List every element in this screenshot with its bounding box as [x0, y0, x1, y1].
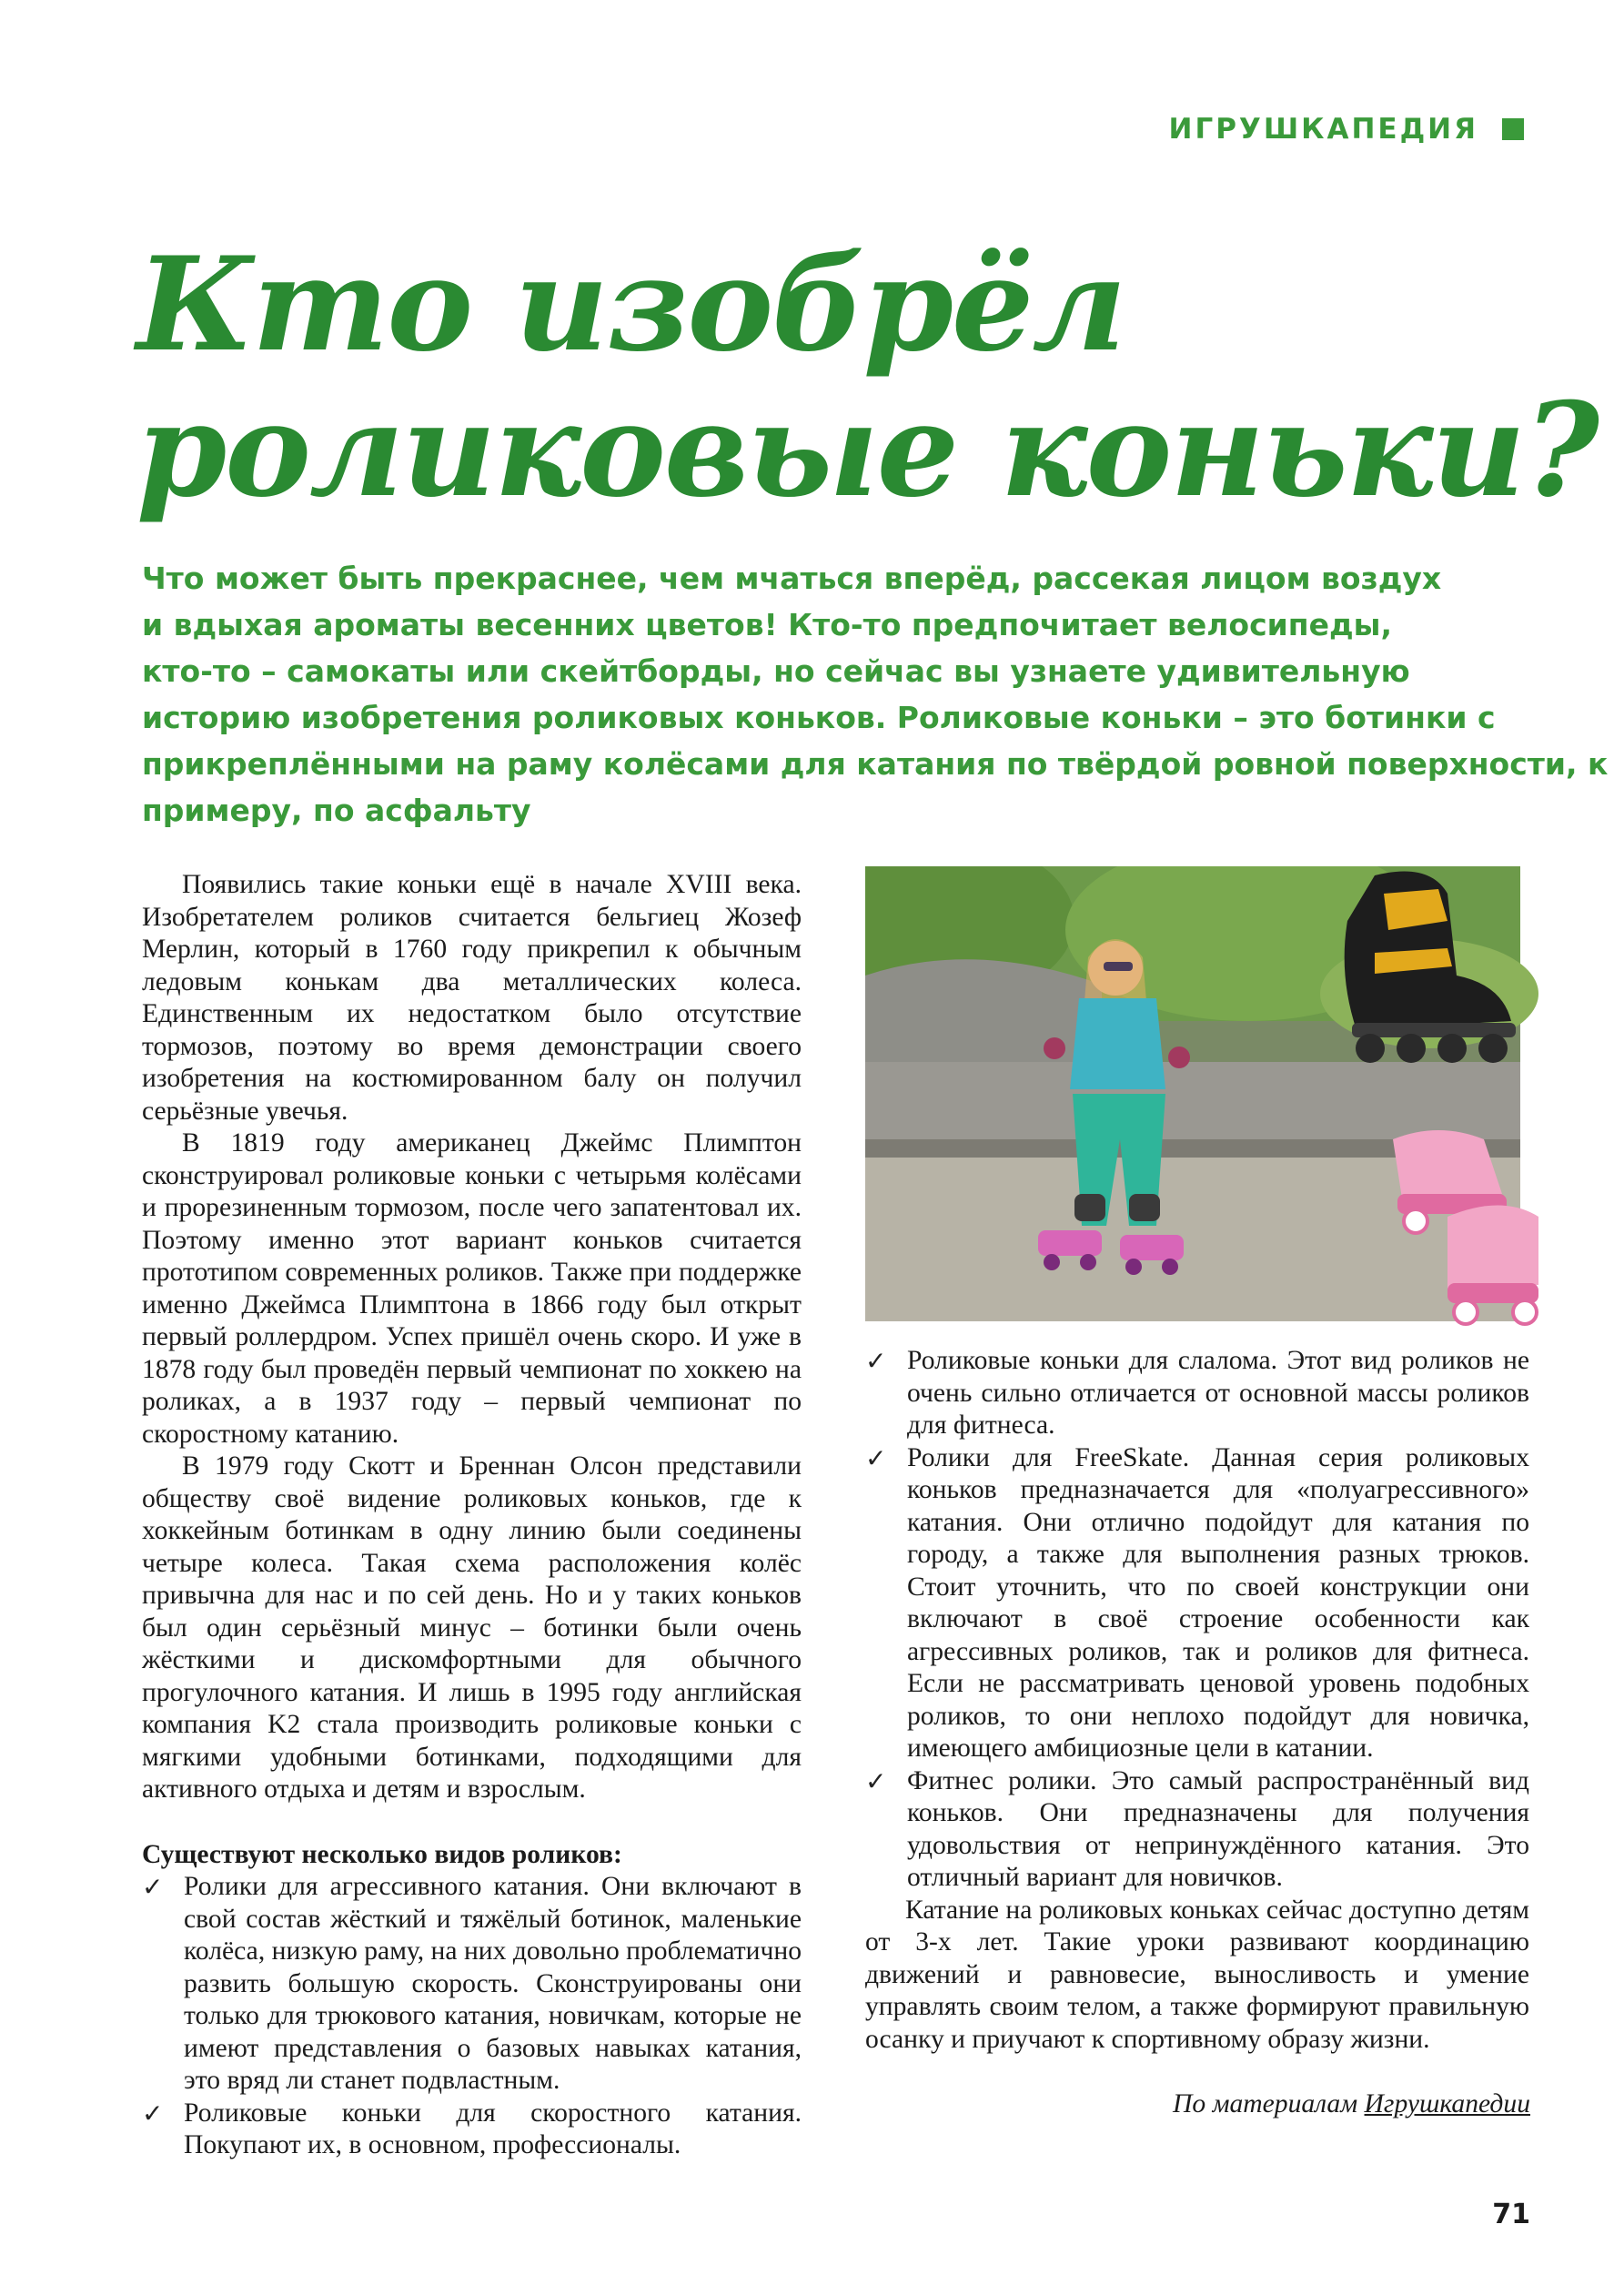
kid-skate: [1120, 1235, 1184, 1260]
skate-wheel: [1162, 1259, 1178, 1275]
source-signature: [1173, 2089, 1530, 2119]
skate-wheel: [1125, 1259, 1142, 1275]
pink-skate-wheel: [1454, 1300, 1478, 1324]
body-paragraph: В 1979 году Скотт и Бреннан Олсон представили обществу своё видение роликовых коньков, где к хоккейным ботинкам в одну линию были соединены четыре колеса. Такая схема расположения колёс привычна для нас и по сей день. Но и у таких коньков был один серьёзный минус – ботинки были очень жёсткими и дискомфортными для обычного прогулочного катания. И лишь в 1995 году английская компания K2 стала производить роликовые коньки с мягкими удобными ботинками, подходящими для активного отдыха и детям и взрослым.: [142, 1451, 802, 1804]
elbow-pad: [1168, 1046, 1190, 1068]
list-item: [142, 1871, 802, 2098]
title-line: Кто изобрёл: [136, 229, 1125, 380]
knee-pad: [1129, 1194, 1160, 1221]
list-item: [865, 1442, 1529, 1765]
inline-skate-wheel: [1437, 1034, 1467, 1063]
section-rubric: [1169, 113, 1525, 146]
inline-skate-wheel: [1478, 1034, 1508, 1063]
lead-line: и вдыхая ароматы весенних цветов! Кто-то предпочитает велосипеды,: [142, 607, 1392, 642]
rubric-label: ИГРУШКАПЕДИЯ: [1168, 113, 1478, 146]
girl-jacket: [1070, 998, 1165, 1089]
body-paragraph: В 1819 году американец Джеймс Плимптон сконструировал роликовые коньки с четырьмя колёсами и прорезиненным тормозом, после чего запатентовал их. Поэтому именно этот вариант коньков считается прототипом современных роликов. Также при поддержке именно Джеймса Плимптона в 1866 году был открыт первый роллердром. Успех пришёл очень скоро. И уже в 1878 году был проведён первый чемпионат по хоккею на роликах, а в 1937 году – первый чемпионат по скоростному катанию.: [142, 1128, 802, 1449]
page-number: 71: [1492, 2199, 1530, 2230]
page-title: [136, 229, 1599, 526]
photo-illustration: [865, 866, 1538, 1330]
closing-paragraph: Катание на роликовых коньках сейчас доступно детям от 3-х лет. Такие уроки развивают координацию движений и равновесие, выносливость и умение управлять своим телом, а также формируют правильную осанку и приучают к спортивному образу жизни.: [865, 1895, 1529, 2054]
types-heading: Существуют несколько видов роликов:: [142, 1839, 622, 1869]
list-item-text: Роликовые коньки для скоростного катания. Покупают их, в основном, профессионалы.: [184, 2098, 802, 2159]
pink-skate-boot: [1447, 1206, 1538, 1290]
lead-line: Что может быть прекраснее, чем мчаться вперёд, рассекая лицом воздух: [142, 561, 1442, 596]
skate-wheel: [1080, 1254, 1096, 1270]
rubric-square-icon: [1502, 118, 1524, 140]
list-item-text: Ролики для FreeSkate. Данная серия роликовых коньков предназначается для «полуагрессивного» катания. Они отлично подойдут для катания по городу, а также для выполнения разных трюков. Стоит уточнить, что по своей конструкции они включают в своё строение особенности как агрессивных роликов, так и роликов для фитнеса. Если не рассматривать ценовой уровень подобных роликов, то они неплохо подойдут для новичка, имеющего амбициозные цели в катании.: [907, 1442, 1529, 1763]
stone-fountain: [865, 959, 1102, 1067]
lead-line: примеру, по асфальту: [142, 793, 531, 828]
title-line: роликовые коньки?: [136, 375, 1599, 526]
lead-line: историю изобретения роликовых коньков. Роликовые коньки – это ботинки с: [142, 700, 1496, 735]
list-item-text: Ролики для агрессивного катания. Они включают в свой состав жёсткий и тяжёлый ботинок, маленькие колёса, низкую раму, на них довольно проблематично развить большую скорость. Сконструированы они только для трюкового катания, новичкам, которые не имеют представления о базовых навыках катания, это вряд ли станет подвластным.: [184, 1872, 802, 2095]
checkmark-icon: ✓: [142, 1872, 164, 1902]
signature-prefix: По материалам: [1173, 2089, 1358, 2118]
knee-pad: [1074, 1194, 1105, 1221]
list-item-text: Роликовые коньки для слалома. Этот вид роликов не очень сильно отличается от основной массы роликов для фитнеса.: [907, 1346, 1529, 1440]
body-paragraph: Появились такие коньки ещё в начале XVIII века. Изобретателем роликов считается бельгиец Жозеф Мерлин, который в 1760 году прикрепил к обычным ледовым конькам два металлических колеса. Единственным их недостатком было отсутствие тормозов, поэтому во время демонстрации своего изобретения на костюмированном балу он получил серьёзные увечья.: [142, 870, 802, 1126]
left-column: [142, 869, 802, 2162]
pink-skate-wheel: [1404, 1209, 1427, 1233]
checkmark-icon: ✓: [865, 1346, 887, 1376]
list-item-text: Фитнес ролики. Это самый распространённый вид коньков. Они предназначены для получения удовольствия от непринуждённого катания. Это отличный вариант для новичков.: [907, 1765, 1529, 1892]
skate-wheel: [1044, 1254, 1060, 1270]
lead-paragraph: [142, 555, 1609, 834]
elbow-pad: [1044, 1037, 1065, 1059]
inline-skate-wheel: [1397, 1034, 1426, 1063]
checkmark-icon: ✓: [142, 2098, 164, 2128]
lead-line: прикреплёнными на раму колёсами для катания по твёрдой ровной поверхности, к: [142, 746, 1609, 782]
roller-skates-photo: [865, 866, 1538, 1330]
sunglasses: [1104, 962, 1133, 971]
kid-skate: [1038, 1230, 1102, 1256]
checkmark-icon: ✓: [865, 1765, 887, 1796]
pink-skate-wheel: [1513, 1300, 1537, 1324]
lead-line: кто-то – самокаты или скейтборды, но сейчас вы узнаете удивительную: [142, 653, 1410, 689]
list-item: [142, 2098, 802, 2162]
list-item: [865, 1765, 1529, 1895]
checkmark-icon: ✓: [865, 1442, 887, 1473]
source-link[interactable]: Игрушкапедии: [1364, 2089, 1530, 2118]
inline-skate-wheel: [1356, 1034, 1385, 1063]
right-column: [865, 1345, 1529, 2056]
list-item: [865, 1345, 1529, 1442]
